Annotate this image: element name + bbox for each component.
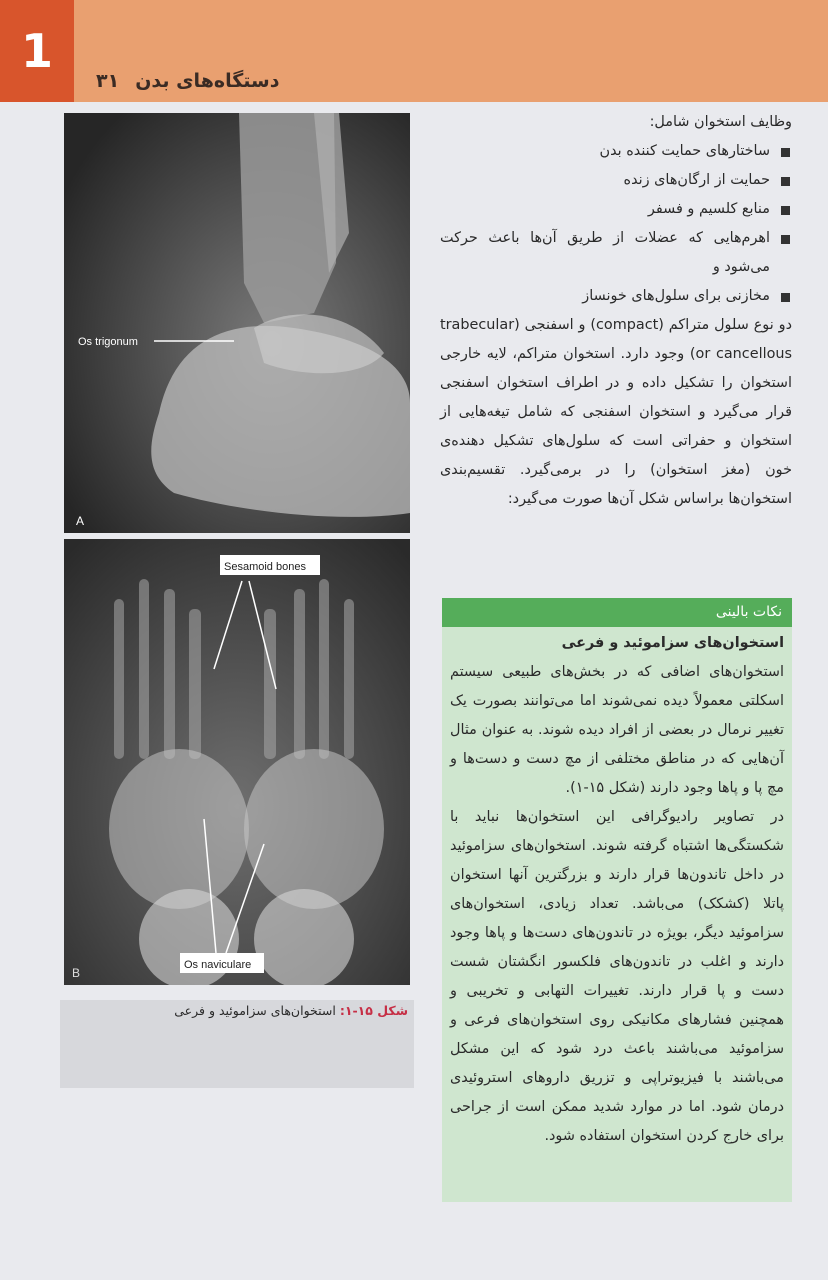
panel-b-letter: B [72, 966, 81, 980]
clinical-notes-title: استخوان‌های سزاموئید و فرعی [561, 635, 784, 651]
clinical-paragraph-2: در تصاویر رادیوگرافی این استخوان‌ها نباید با شکستگی‌ها اشتباه گرفته شوند. استخوان‌های سزاموئید در داخل تاندون‌ها قرار دارند و بزرگترین آنها استخوان پاتلا (کشکک) می‌باشد. تعداد زیادی، استخوان‌های سزاموئید دیگر، بویژه در تاندون‌های دست‌ها و پاها وجود دارند و اغلب در تاندون‌های فلکسور انگشتان شست دست و پا قرار دارند. تغییرات التهابی و تخریبی و همچنین فشارهای مکانیکی روی استخوان‌های فرعی و سزاموئید می‌باشند باعث درد شود که این مشکل می‌باشند با فیزیوتراپی و تزریق داروهای استروئیدی درمان شود. اما در موارد شدید ممکن است از جراحی برای خارج کردن استخوان استفاده شود. [450, 809, 784, 1144]
list-item: مخازنی برای سلول‌های خونساز [440, 282, 792, 311]
list-item: منابع کلسیم و فسفر [440, 195, 792, 224]
xray-panel-b [64, 539, 410, 985]
os-naviculare-label: Os naviculare [184, 959, 252, 971]
clinical-notes-box [442, 598, 792, 1202]
os-trigonum-label: Os trigonum [78, 336, 138, 348]
chapter-number: 1 [20, 24, 53, 78]
chapter-title: دستگاه‌های بدن [135, 70, 280, 92]
functions-intro: وظایف استخوان شامل: [649, 114, 792, 130]
clinical-notes-body [442, 627, 792, 1151]
list-item: اهرم‌هایی که عضلات از طریق آن‌ها باعث حرکت می‌شود و [440, 224, 792, 282]
figure-caption-box [60, 1000, 414, 1088]
figure-number: شکل ۱۵-۱: [339, 1003, 408, 1018]
figure-caption-text: استخوان‌های سزاموئید و فرعی [174, 1003, 336, 1018]
running-head [96, 70, 279, 92]
figure-caption [174, 1003, 408, 1018]
xray-panel-a [64, 113, 410, 533]
panel-a-letter: A [76, 514, 85, 528]
bone-types-paragraph: دو نوع سلول متراکم (compact) و اسفنجی (trabecular or cancellous) وجود دارد. استخوان متراکم، لایه خارجی استخوان را تشکیل داده و در اطراف استخوان اسفنجی قرار می‌گیرد و استخوان اسفنجی که شامل تیغه‌هایی از استخوان و حفراتی است که سلول‌های تشکیل دهنده‌ی خون (مغز استخوان) را در برمی‌گیرد. تقسیم‌بندی استخوان‌ها براساس شکل آن‌ها صورت می‌گیرد: [440, 317, 792, 507]
functions-list [440, 137, 792, 311]
clinical-paragraph-1: استخوان‌های اضافی که در بخش‌های طبیعی سیستم اسکلتی معمولاً دیده نمی‌شوند اما می‌توانند بصورت یک تغییر نرمال در بعضی از افراد دیده شوند. به عنوان مثال آن‌هایی که در مناطق مختلفی از مچ دست و دست‌ها و مچ پا و پاها وجود دارند (شکل ۱۵-۱). [450, 664, 784, 796]
clinical-notes-header: نکات بالینی [442, 598, 792, 627]
sesamoid-bones-label: Sesamoid bones [224, 561, 306, 573]
page-number: ۳۱ [96, 70, 120, 92]
chapter-number-tab [0, 0, 74, 102]
list-item: حمایت از ارگان‌های زنده [440, 166, 792, 195]
feet-radiograph [64, 539, 410, 985]
list-item: ساختارهای حمایت کننده بدن [440, 137, 792, 166]
ankle-radiograph [64, 113, 410, 533]
main-text-column [440, 108, 792, 514]
